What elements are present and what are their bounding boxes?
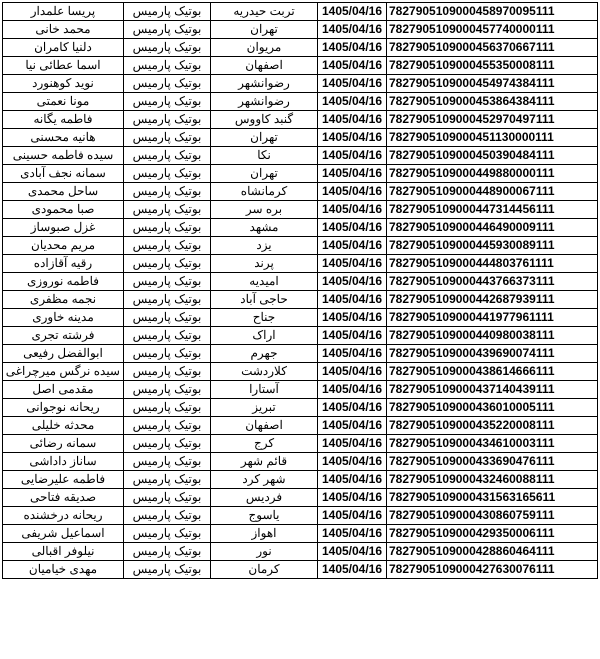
date-cell: 1405/04/16 [318, 489, 387, 507]
table-row [3, 57, 598, 75]
date-cell: 1405/04/16 [318, 507, 387, 525]
shop-name-cell: بوتیک پارمیس [124, 471, 211, 489]
recipient-name-cell: سمانه نجف آبادی [3, 165, 124, 183]
date-cell: 1405/04/16 [318, 111, 387, 129]
table-row [3, 291, 598, 309]
date-cell: 1405/04/16 [318, 399, 387, 417]
date-cell: 1405/04/16 [318, 381, 387, 399]
table-row [3, 399, 598, 417]
tracking-code-cell: 7827905109000439690074111 [387, 345, 598, 363]
shop-name-cell: بوتیک پارمیس [124, 183, 211, 201]
table-row [3, 309, 598, 327]
shop-name-cell: بوتیک پارمیس [124, 435, 211, 453]
recipient-name-cell: سیده نرگس میرچراغی [3, 363, 124, 381]
recipient-name-cell: صبا محمودی [3, 201, 124, 219]
tracking-code-cell: 7827905109000430860759111 [387, 507, 598, 525]
tracking-code-cell: 7827905109000438614666111 [387, 363, 598, 381]
date-cell: 1405/04/16 [318, 201, 387, 219]
recipient-name-cell: مونا نعمتی [3, 93, 124, 111]
date-cell: 1405/04/16 [318, 183, 387, 201]
city-cell: تبریز [211, 399, 318, 417]
shop-name-cell: بوتیک پارمیس [124, 543, 211, 561]
recipient-name-cell: نوید کوهنورد [3, 75, 124, 93]
city-cell: تربت حیدریه [211, 3, 318, 21]
tracking-code-cell: 7827905109000445930089111 [387, 237, 598, 255]
recipient-name-cell: نیلوفر اقبالی [3, 543, 124, 561]
date-cell: 1405/04/16 [318, 219, 387, 237]
recipient-name-cell: فاطمه علیرضایی [3, 471, 124, 489]
city-cell: تهران [211, 21, 318, 39]
city-cell: پرند [211, 255, 318, 273]
shop-name-cell: بوتیک پارمیس [124, 381, 211, 399]
shop-name-cell: بوتیک پارمیس [124, 399, 211, 417]
shop-name-cell: بوتیک پارمیس [124, 21, 211, 39]
city-cell: کرمان [211, 561, 318, 579]
table-row [3, 561, 598, 579]
recipient-name-cell: ریحانه نوجوانی [3, 399, 124, 417]
table-row [3, 381, 598, 399]
shop-name-cell: بوتیک پارمیس [124, 453, 211, 471]
recipient-name-cell: محمد خانی [3, 21, 124, 39]
date-cell: 1405/04/16 [318, 255, 387, 273]
city-cell: شهر کرد [211, 471, 318, 489]
shop-name-cell: بوتیک پارمیس [124, 489, 211, 507]
city-cell: رضوانشهر [211, 93, 318, 111]
tracking-code-cell: 7827905109000441977961111 [387, 309, 598, 327]
recipient-name-cell: اسما عطائی نیا [3, 57, 124, 75]
table-row [3, 147, 598, 165]
tracking-code-cell: 7827905109000449880000111 [387, 165, 598, 183]
city-cell: جناح [211, 309, 318, 327]
date-cell: 1405/04/16 [318, 237, 387, 255]
recipient-name-cell: سمانه رضائی [3, 435, 124, 453]
date-cell: 1405/04/16 [318, 327, 387, 345]
tracking-code-cell: 7827905109000458970095111 [387, 3, 598, 21]
table-row [3, 417, 598, 435]
recipient-name-cell: غزل صبوساز [3, 219, 124, 237]
tracking-code-cell: 7827905109000435220008111 [387, 417, 598, 435]
shop-name-cell: بوتیک پارمیس [124, 561, 211, 579]
table-row [3, 453, 598, 471]
shop-name-cell: بوتیک پارمیس [124, 327, 211, 345]
shop-name-cell: بوتیک پارمیس [124, 345, 211, 363]
table-row [3, 345, 598, 363]
city-cell: اراک [211, 327, 318, 345]
table-body [3, 3, 598, 579]
table-row [3, 201, 598, 219]
recipient-name-cell: پریسا علمدار [3, 3, 124, 21]
recipient-name-cell: ساناز داداشی [3, 453, 124, 471]
table-row [3, 273, 598, 291]
recipient-name-cell: صدیقه فتاحی [3, 489, 124, 507]
tracking-code-cell: 7827905109000450390484111 [387, 147, 598, 165]
shipments-table [2, 2, 598, 579]
city-cell: کلاردشت [211, 363, 318, 381]
tracking-code-cell: 7827905109000457740000111 [387, 21, 598, 39]
shop-name-cell: بوتیک پارمیس [124, 93, 211, 111]
date-cell: 1405/04/16 [318, 453, 387, 471]
table-row [3, 219, 598, 237]
recipient-name-cell: رقیه آقازاده [3, 255, 124, 273]
shop-name-cell: بوتیک پارمیس [124, 75, 211, 93]
tracking-code-cell: 7827905109000447314456111 [387, 201, 598, 219]
table-row [3, 39, 598, 57]
date-cell: 1405/04/16 [318, 309, 387, 327]
recipient-name-cell: مدینه خاوری [3, 309, 124, 327]
city-cell: امیدیه [211, 273, 318, 291]
tracking-code-cell: 7827905109000453864384111 [387, 93, 598, 111]
shop-name-cell: بوتیک پارمیس [124, 219, 211, 237]
date-cell: 1405/04/16 [318, 291, 387, 309]
table-row [3, 129, 598, 147]
recipient-name-cell: مریم محدیان [3, 237, 124, 255]
tracking-code-cell: 7827905109000432460088111 [387, 471, 598, 489]
table-row [3, 327, 598, 345]
table-row [3, 3, 598, 21]
city-cell: کرمانشاه [211, 183, 318, 201]
table-row [3, 237, 598, 255]
shop-name-cell: بوتیک پارمیس [124, 237, 211, 255]
city-cell: حاجی آباد [211, 291, 318, 309]
tracking-code-cell: 7827905109000436010005111 [387, 399, 598, 417]
date-cell: 1405/04/16 [318, 525, 387, 543]
city-cell: تهران [211, 129, 318, 147]
table-row [3, 525, 598, 543]
tracking-code-cell: 7827905109000448900067111 [387, 183, 598, 201]
recipient-name-cell: نجمه مظفری [3, 291, 124, 309]
tracking-code-cell: 7827905109000452970497111 [387, 111, 598, 129]
tracking-code-cell: 7827905109000434610003111 [387, 435, 598, 453]
date-cell: 1405/04/16 [318, 129, 387, 147]
tracking-code-cell: 7827905109000451130000111 [387, 129, 598, 147]
city-cell: یاسوج [211, 507, 318, 525]
recipient-name-cell: ریحانه درخشنده [3, 507, 124, 525]
tracking-code-cell: 7827905109000431563165611 [387, 489, 598, 507]
shop-name-cell: بوتیک پارمیس [124, 525, 211, 543]
date-cell: 1405/04/16 [318, 435, 387, 453]
recipient-name-cell: دلنیا کامران [3, 39, 124, 57]
recipient-name-cell: سیده فاطمه حسینی [3, 147, 124, 165]
tracking-code-cell: 7827905109000444803761111 [387, 255, 598, 273]
recipient-name-cell: فاطمه یگانه [3, 111, 124, 129]
shop-name-cell: بوتیک پارمیس [124, 255, 211, 273]
recipient-name-cell: هانیه محسنی [3, 129, 124, 147]
table-row [3, 507, 598, 525]
city-cell: رضوانشهر [211, 75, 318, 93]
shop-name-cell: بوتیک پارمیس [124, 111, 211, 129]
date-cell: 1405/04/16 [318, 543, 387, 561]
tracking-code-cell: 7827905109000456370667111 [387, 39, 598, 57]
recipient-name-cell: فاطمه نوروزی [3, 273, 124, 291]
date-cell: 1405/04/16 [318, 561, 387, 579]
tracking-code-cell: 7827905109000442687939111 [387, 291, 598, 309]
table-row [3, 543, 598, 561]
date-cell: 1405/04/16 [318, 471, 387, 489]
date-cell: 1405/04/16 [318, 363, 387, 381]
date-cell: 1405/04/16 [318, 147, 387, 165]
city-cell: گنبد کاووس [211, 111, 318, 129]
city-cell: نور [211, 543, 318, 561]
shop-name-cell: بوتیک پارمیس [124, 273, 211, 291]
table-row [3, 255, 598, 273]
shop-name-cell: بوتیک پارمیس [124, 507, 211, 525]
recipient-name-cell: فرشته تجری [3, 327, 124, 345]
date-cell: 1405/04/16 [318, 3, 387, 21]
city-cell: مریوان [211, 39, 318, 57]
tracking-code-cell: 7827905109000437140439111 [387, 381, 598, 399]
table-row [3, 75, 598, 93]
date-cell: 1405/04/16 [318, 75, 387, 93]
date-cell: 1405/04/16 [318, 345, 387, 363]
tracking-code-cell: 7827905109000428860464111 [387, 543, 598, 561]
tracking-code-cell: 7827905109000446490009111 [387, 219, 598, 237]
city-cell: قائم شهر [211, 453, 318, 471]
recipient-name-cell: مقدمی اصل [3, 381, 124, 399]
city-cell: یزد [211, 237, 318, 255]
tracking-code-cell: 7827905109000440980038111 [387, 327, 598, 345]
date-cell: 1405/04/16 [318, 21, 387, 39]
shop-name-cell: بوتیک پارمیس [124, 57, 211, 75]
city-cell: اصفهان [211, 57, 318, 75]
shop-name-cell: بوتیک پارمیس [124, 39, 211, 57]
table-row [3, 363, 598, 381]
table-row [3, 435, 598, 453]
tracking-code-cell: 7827905109000455350008111 [387, 57, 598, 75]
table-row [3, 471, 598, 489]
date-cell: 1405/04/16 [318, 273, 387, 291]
recipient-name-cell: اسماعیل شریفی [3, 525, 124, 543]
recipient-name-cell: مهدی خیامیان [3, 561, 124, 579]
table-row [3, 183, 598, 201]
date-cell: 1405/04/16 [318, 57, 387, 75]
shop-name-cell: بوتیک پارمیس [124, 165, 211, 183]
shop-name-cell: بوتیک پارمیس [124, 201, 211, 219]
shop-name-cell: بوتیک پارمیس [124, 309, 211, 327]
recipient-name-cell: ابوالفضل رفیعی [3, 345, 124, 363]
table-row [3, 111, 598, 129]
tracking-code-cell: 7827905109000443766373111 [387, 273, 598, 291]
shop-name-cell: بوتیک پارمیس [124, 363, 211, 381]
date-cell: 1405/04/16 [318, 93, 387, 111]
city-cell: تهران [211, 165, 318, 183]
recipient-name-cell: ساحل محمدی [3, 183, 124, 201]
date-cell: 1405/04/16 [318, 417, 387, 435]
tracking-code-cell: 7827905109000454974384111 [387, 75, 598, 93]
table-row [3, 165, 598, 183]
shop-name-cell: بوتیک پارمیس [124, 3, 211, 21]
city-cell: بره سر [211, 201, 318, 219]
city-cell: جهرم [211, 345, 318, 363]
city-cell: آستارا [211, 381, 318, 399]
city-cell: نکا [211, 147, 318, 165]
recipient-name-cell: محدثه خلیلی [3, 417, 124, 435]
tracking-code-cell: 7827905109000427630076111 [387, 561, 598, 579]
city-cell: فردیس [211, 489, 318, 507]
city-cell: اصفهان [211, 417, 318, 435]
city-cell: کرج [211, 435, 318, 453]
table-row [3, 93, 598, 111]
tracking-code-cell: 7827905109000429350006111 [387, 525, 598, 543]
shop-name-cell: بوتیک پارمیس [124, 291, 211, 309]
tracking-code-cell: 7827905109000433690476111 [387, 453, 598, 471]
shop-name-cell: بوتیک پارمیس [124, 147, 211, 165]
table-row [3, 489, 598, 507]
city-cell: اهواز [211, 525, 318, 543]
shop-name-cell: بوتیک پارمیس [124, 417, 211, 435]
shop-name-cell: بوتیک پارمیس [124, 129, 211, 147]
city-cell: مشهد [211, 219, 318, 237]
date-cell: 1405/04/16 [318, 165, 387, 183]
table-row [3, 21, 598, 39]
date-cell: 1405/04/16 [318, 39, 387, 57]
